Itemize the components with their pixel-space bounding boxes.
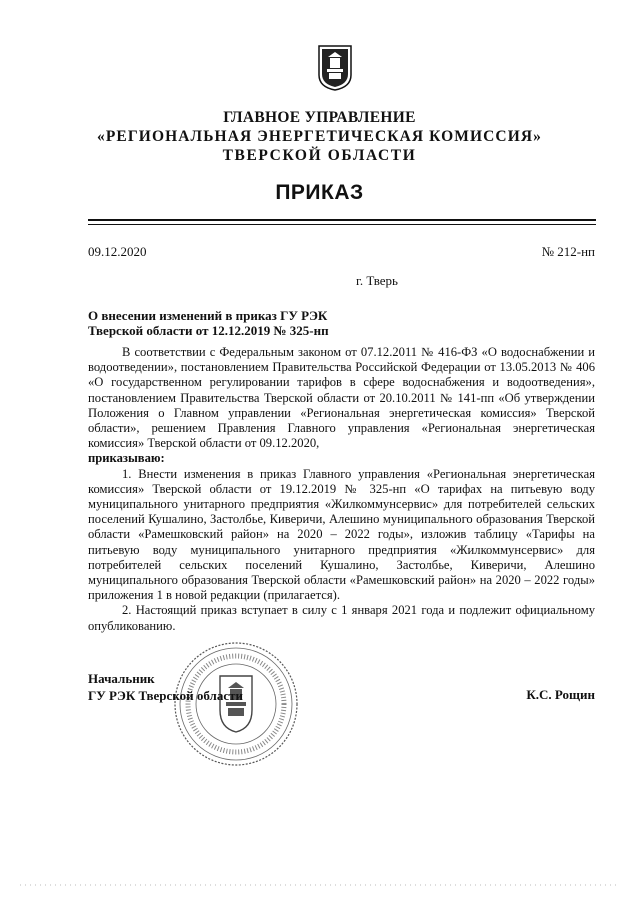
- official-seal-icon: [172, 640, 300, 768]
- order-item-2: 2. Настоящий приказ вступает в силу с 1 января 2021 года и подлежит официальному опубликованию.: [88, 603, 595, 633]
- document-subject: [88, 308, 418, 338]
- order-item-1: 1. Внести изменения в приказ Главного управления «Региональная энергетическая комиссия» Тверской области от 19.12.2019 № 325-нп «О тарифах на питьевую воду муниципального унитарного предприятия «Жилкоммунсервис» для потребителей сельских поселений Кушалино, Застолбье, Киверичи, Алешино муниципального образования Тверской области «Рамешковский район» на 2020 – 2022 годы», изложив таблицу «Тарифы на питьевую воду муниципального унитарного предприятия «Жилкоммунсервис» для потребителей сельских поселений Кушалино, Застолбье, Киверичи, Алешино муниципального образования Тверской области «Рамешковский район» на 2020 – 2022 годы» приложения 1 в новой редакции (прилагается).: [88, 466, 595, 603]
- document-number: № 212-нп: [541, 244, 595, 259]
- signatory-position: [88, 670, 243, 704]
- signatory-org: ГУ РЭК Тверской области: [88, 688, 243, 703]
- document-city: г. Тверь: [356, 273, 398, 288]
- subject-line-1: О внесении изменений в приказ ГУ РЭК: [88, 308, 328, 323]
- document-title: ПРИКАЗ: [275, 181, 364, 204]
- scan-noise-line: [20, 880, 620, 890]
- document-body: [88, 345, 595, 634]
- signatory-name: К.С. Рощин: [526, 687, 595, 702]
- header-line-2: «РЕГИОНАЛЬНАЯ ЭНЕРГЕТИЧЕСКАЯ КОМИССИЯ»: [96, 128, 543, 145]
- signatory-title: Начальник: [88, 671, 155, 686]
- header-rule-thin: [88, 224, 596, 225]
- subject-line-2: Тверской области от 12.12.2019 № 325-нп: [88, 323, 329, 338]
- header-rule-thick: [88, 219, 596, 221]
- header-line-3: ТВЕРСКОЙ ОБЛАСТИ: [222, 147, 417, 164]
- order-word: приказываю:: [88, 451, 165, 466]
- document-date: 09.12.2020: [88, 244, 147, 259]
- coat-of-arms-icon: [318, 45, 352, 91]
- header-line-1: ГЛАВНОЕ УПРАВЛЕНИЕ: [223, 109, 416, 126]
- preamble-paragraph: В соответствии с Федеральным законом от 07.12.2011 № 416-ФЗ «О водоснабжении и водоотведении», постановлением Правительства Российской Федерации от 13.05.2013 № 406 «О государственном регулировании тарифов в сфере водоснабжения и водоотведения», постановлением Правительства Тверской области от 20.10.2011 № 141-пп «Об утверждении Положения о Главном управлении «Региональная энергетическая комиссия» Тверской области», решением Правления Главного управления «Региональная энергетическая комиссия» Тверской области от 09.12.2020,: [88, 345, 595, 451]
